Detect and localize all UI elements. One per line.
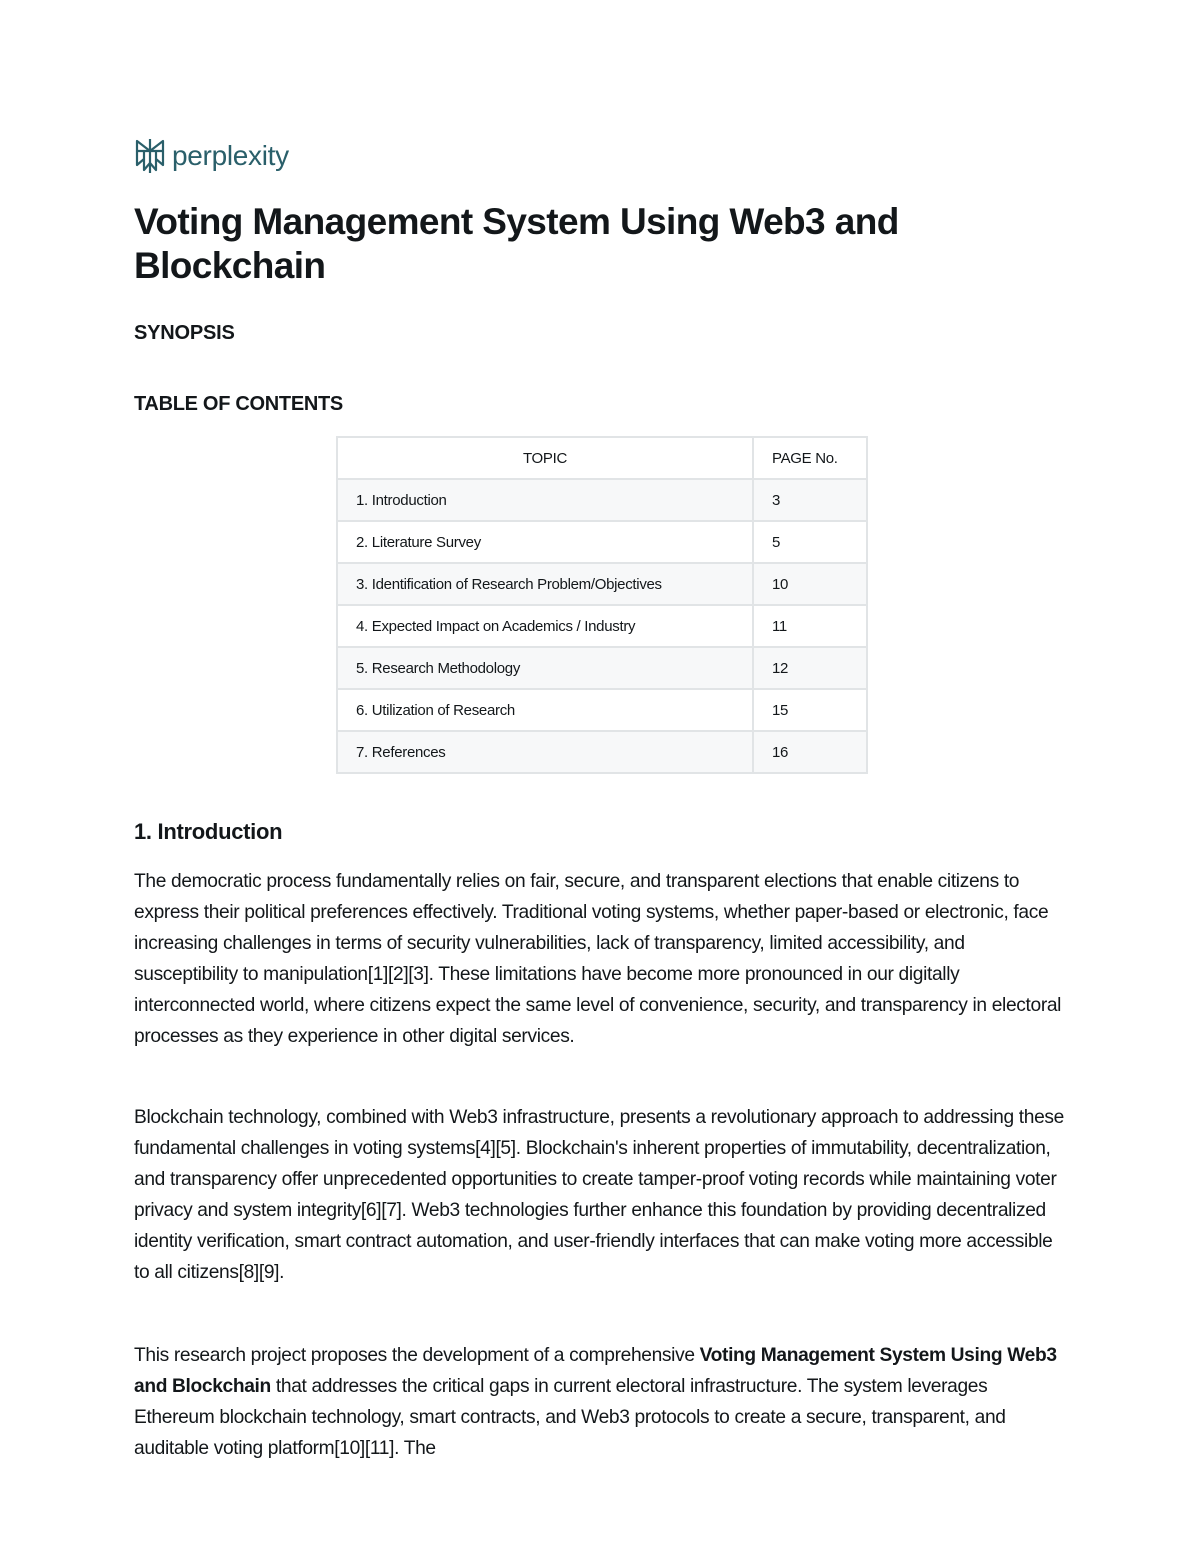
toc-heading: TABLE OF CONTENTS xyxy=(134,393,343,415)
table-row xyxy=(337,731,867,773)
toc-topic: 4. Expected Impact on Academics / Industry xyxy=(337,605,753,647)
synopsis-heading: SYNOPSIS xyxy=(134,322,235,344)
toc-page: 15 xyxy=(753,689,867,731)
toc-page: 10 xyxy=(753,563,867,605)
toc-header-topic: TOPIC xyxy=(337,437,753,479)
table-row xyxy=(337,605,867,647)
brand-header xyxy=(134,136,289,176)
toc-header-page: PAGE No. xyxy=(753,437,867,479)
toc-page: 11 xyxy=(753,605,867,647)
perplexity-logo-icon xyxy=(134,137,166,175)
toc-topic: 1. Introduction xyxy=(337,479,753,521)
toc-topic: 5. Research Methodology xyxy=(337,647,753,689)
toc-topic: 7. References xyxy=(337,731,753,773)
introduction-heading: 1. Introduction xyxy=(134,819,283,844)
project-title-emphasis: Voting Management System Using Web3 and Blockchain xyxy=(134,1345,1057,1397)
introduction-paragraph-1: The democratic process fundamentally relies on fair, secure, and transparent elections that enable citizens to express their political preferences effectively. Traditional voting systems, whether paper-based or electronic, face increasing challenges in terms of security vulnerabilities, lack of transparency, limited accessibility, and susceptibility to manipulation[1][2][3]. These limitations have become more pronounced in our digitally interconnected world, where citizens expect the same level of convenience, security, and transparency in electoral processes as they experience in other digital services. xyxy=(134,871,1062,1047)
paragraph-text: This research project proposes the development of a comprehensive xyxy=(134,1345,700,1366)
document-title: Voting Management System Using Web3 and Blockchain xyxy=(134,201,899,286)
toc-topic: 6. Utilization of Research xyxy=(337,689,753,731)
paragraph-text: that addresses the critical gaps in current electoral infrastructure. The system leverages Ethereum blockchain technology, smart contracts, and Web3 protocols to create a secure, transparent, and auditable voting platform[10][11]. The xyxy=(134,1376,1006,1459)
toc-topic: 3. Identification of Research Problem/Objectives xyxy=(337,563,753,605)
table-row xyxy=(337,479,867,521)
table-of-contents xyxy=(336,436,868,774)
toc-header-row xyxy=(337,437,867,479)
table-row xyxy=(337,521,867,563)
table-row xyxy=(337,647,867,689)
toc-page: 5 xyxy=(753,521,867,563)
toc-page: 3 xyxy=(753,479,867,521)
introduction-paragraph-3 xyxy=(134,1340,1069,1464)
table-row xyxy=(337,563,867,605)
toc-page: 16 xyxy=(753,731,867,773)
introduction-paragraph-2: Blockchain technology, combined with Web3 infrastructure, presents a revolutionary approach to addressing these fundamental challenges in voting systems[4][5]. Blockchain's inherent properties of immutability, decentralization, and transparency offer unprecedented opportunities to create tamper-proof voting records while maintaining voter privacy and system integrity[6][7]. Web3 technologies further enhance this foundation by providing decentralized identity verification, smart contract automation, and user-friendly interfaces that can make voting more accessible to all citizens[8][9]. xyxy=(134,1107,1064,1283)
toc-page: 12 xyxy=(753,647,867,689)
toc-topic: 2. Literature Survey xyxy=(337,521,753,563)
table-row xyxy=(337,689,867,731)
brand-name: perplexity xyxy=(172,140,289,171)
